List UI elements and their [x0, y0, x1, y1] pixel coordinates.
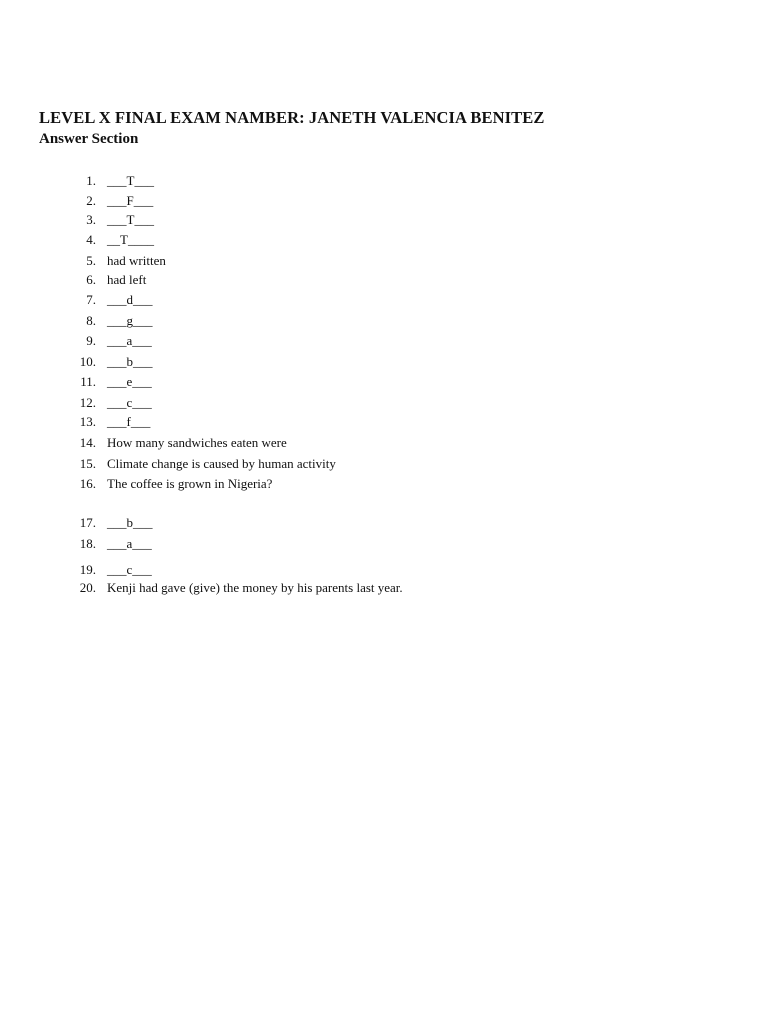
answer-text: ___b___	[107, 515, 153, 530]
answer-text: ___a___	[107, 333, 152, 348]
answer-text: ___F___	[107, 193, 154, 208]
answer-number: 20.	[79, 580, 96, 595]
answer-number: 13.	[79, 414, 96, 429]
answer-text: __T____	[107, 232, 154, 247]
answer-text: had written	[107, 253, 166, 268]
answer-text: ___e___	[107, 374, 152, 389]
answer-text: How many sandwiches eaten were	[107, 435, 287, 450]
answer-number: 15.	[79, 456, 96, 471]
answer-text: ___d___	[107, 292, 153, 307]
document-title: LEVEL X FINAL EXAM NAMBER: JANETH VALENCIA BENITEZ	[39, 108, 545, 127]
answer-number: 12.	[79, 395, 96, 410]
answer-text: ___b___	[107, 354, 153, 369]
answer-number: 6.	[86, 272, 96, 287]
answer-text: had left	[107, 272, 147, 287]
answer-text: ___c___	[107, 395, 152, 410]
section-heading: Answer Section	[39, 131, 139, 147]
answer-text: ___g___	[107, 313, 153, 328]
answer-number: 1.	[86, 173, 96, 188]
answer-text: ___a___	[107, 536, 152, 551]
answer-number: 8.	[86, 313, 96, 328]
answer-number: 2.	[86, 193, 96, 208]
answer-text: Climate change is caused by human activity	[107, 456, 336, 471]
answer-number: 4.	[86, 232, 96, 247]
answer-number: 5.	[86, 253, 96, 268]
answer-number: 7.	[86, 292, 96, 307]
answer-number: 3.	[86, 212, 96, 227]
answer-number: 17.	[79, 515, 96, 530]
answer-text: The coffee is grown in Nigeria?	[107, 476, 273, 491]
answer-text: Kenji had gave (give) the money by his parents last year.	[107, 580, 403, 595]
answer-number: 18.	[79, 536, 96, 551]
answer-number: 16.	[79, 476, 96, 491]
answer-text: ___c___	[107, 562, 152, 577]
answer-number: 14.	[79, 435, 96, 450]
answer-number: 19.	[79, 562, 96, 577]
answer-text: ___T___	[107, 212, 154, 227]
answer-number: 10.	[79, 354, 96, 369]
answer-text: ___f___	[107, 414, 151, 429]
answer-number: 11.	[80, 374, 96, 389]
answer-number: 9.	[86, 333, 96, 348]
answer-text: ___T___	[107, 173, 154, 188]
